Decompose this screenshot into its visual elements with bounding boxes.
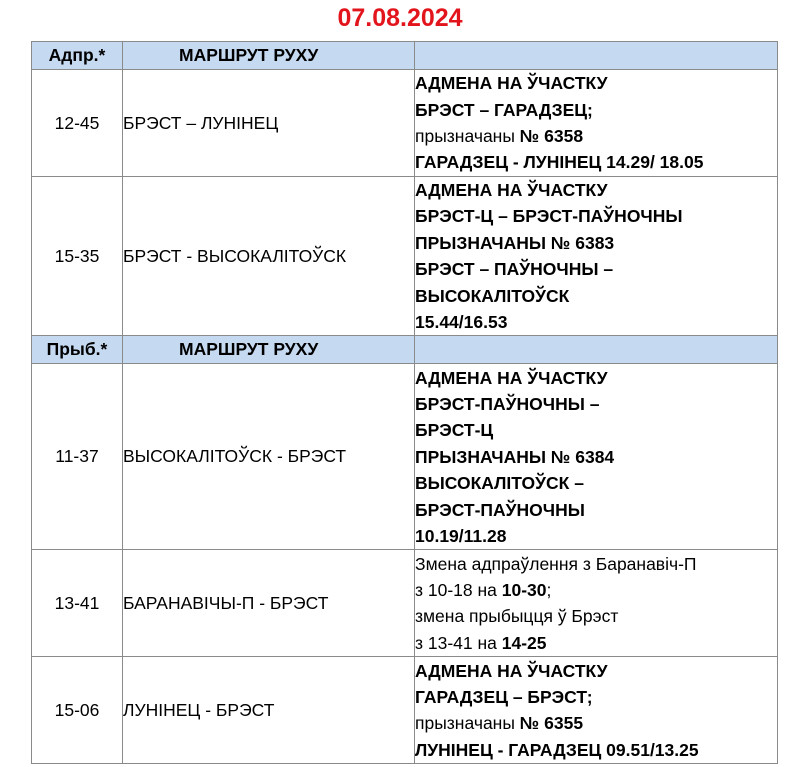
route-header: МАРШРУТ РУХУ: [123, 336, 415, 364]
route-name: ВЫСОКАЛІТОЎСК - БРЭСТ: [123, 364, 415, 550]
schedule-table: [31, 41, 778, 764]
note-line: Змена адпраўлення з Баранавіч-П: [415, 553, 697, 574]
change-note: [415, 550, 778, 657]
route-name: БРЭСТ - ВЫСОКАЛІТОЎСК: [123, 177, 415, 336]
note-line: ВЫСОКАЛІТОЎСК –: [415, 473, 584, 494]
route-header: МАРШРУТ РУХУ: [123, 42, 415, 70]
new-time: 14-25: [501, 632, 547, 653]
note-line: 15.44/16.53: [415, 312, 508, 333]
table-row: [32, 70, 778, 177]
note-line: ПРЫЗНАЧАНЫ № 6383: [415, 232, 615, 253]
change-note: [415, 657, 778, 764]
note-line: ГАРАДЗЕЦ - ЛУНІНЕЦ 14.29/ 18.05: [415, 152, 704, 173]
note-text: з 13-41 на: [415, 632, 502, 653]
note-line: ЛУНІНЕЦ - ГАРАДЗЕЦ 09.51/13.25: [415, 739, 699, 760]
note-line: АДМЕНА НА ЎЧАСТКУ: [415, 180, 608, 200]
note-line: АДМЕНА НА ЎЧАСТКУ: [415, 660, 608, 681]
departure-time: 12-45: [32, 70, 123, 177]
note-text: прызначаны: [415, 126, 520, 146]
note-header-empty: [415, 336, 778, 364]
note-line: АДМЕНА НА ЎЧАСТКУ: [415, 73, 608, 94]
route-name: БРЭСТ – ЛУНІНЕЦ: [123, 70, 415, 177]
arrival-time: 13-41: [32, 550, 123, 657]
table-row: [32, 657, 778, 764]
route-name: ЛУНІНЕЦ - БРЭСТ: [123, 657, 415, 764]
arrivals-header-row: [32, 336, 778, 364]
note-text: прызначаны: [415, 713, 520, 734]
table-row: [32, 177, 778, 336]
note-line: ГАРАДЗЕЦ – БРЭСТ;: [415, 687, 593, 708]
table-row: [32, 364, 778, 550]
note-line: БРЭСТ – ПАЎНОЧНЫ –: [415, 259, 614, 280]
note-line: ВЫСОКАЛІТОЎСК: [415, 285, 570, 306]
note-line: БРЭСТ-Ц: [415, 420, 494, 441]
table-row: [32, 550, 778, 657]
note-line: БРЭСТ-ПАЎНОЧНЫ –: [415, 393, 600, 414]
note-line: БРЭСТ-Ц – БРЭСТ-ПАЎНОЧНЫ: [415, 206, 683, 227]
change-note: [415, 364, 778, 550]
arrival-time: 11-37: [32, 364, 123, 550]
note-line: [415, 710, 777, 736]
route-name: БАРАНАВІЧЫ-П - БРЭСТ: [123, 550, 415, 657]
departure-time: 15-35: [32, 177, 123, 336]
schedule-date: 07.08.2024: [337, 4, 463, 32]
departure-time-header: Адпр.*: [32, 42, 123, 70]
note-line: [415, 577, 777, 603]
note-header-empty: [415, 42, 778, 70]
note-line: [415, 630, 777, 656]
note-line: АДМЕНА НА ЎЧАСТКУ: [415, 367, 608, 388]
arrival-time-header: Прыб.*: [32, 336, 123, 364]
arrival-time: 15-06: [32, 657, 123, 764]
change-note: [415, 70, 778, 177]
train-number: № 6358: [519, 126, 584, 146]
departures-header-row: [32, 42, 778, 70]
note-line: [415, 123, 777, 149]
note-line: БРЭСТ – ГАРАДЗЕЦ;: [415, 99, 593, 120]
note-line: 10.19/11.28: [415, 525, 507, 546]
new-time: 10-30: [501, 580, 547, 601]
note-line: ПРЫЗНАЧАНЫ № 6384: [415, 446, 615, 467]
train-number: № 6355: [519, 713, 584, 734]
change-note: [415, 177, 778, 336]
note-text: з 10-18 на: [415, 580, 502, 601]
note-line: змена прыбыцця ў Брэст: [415, 606, 619, 627]
note-line: БРЭСТ-ПАЎНОЧНЫ: [415, 499, 585, 520]
note-text: ;: [546, 580, 552, 601]
